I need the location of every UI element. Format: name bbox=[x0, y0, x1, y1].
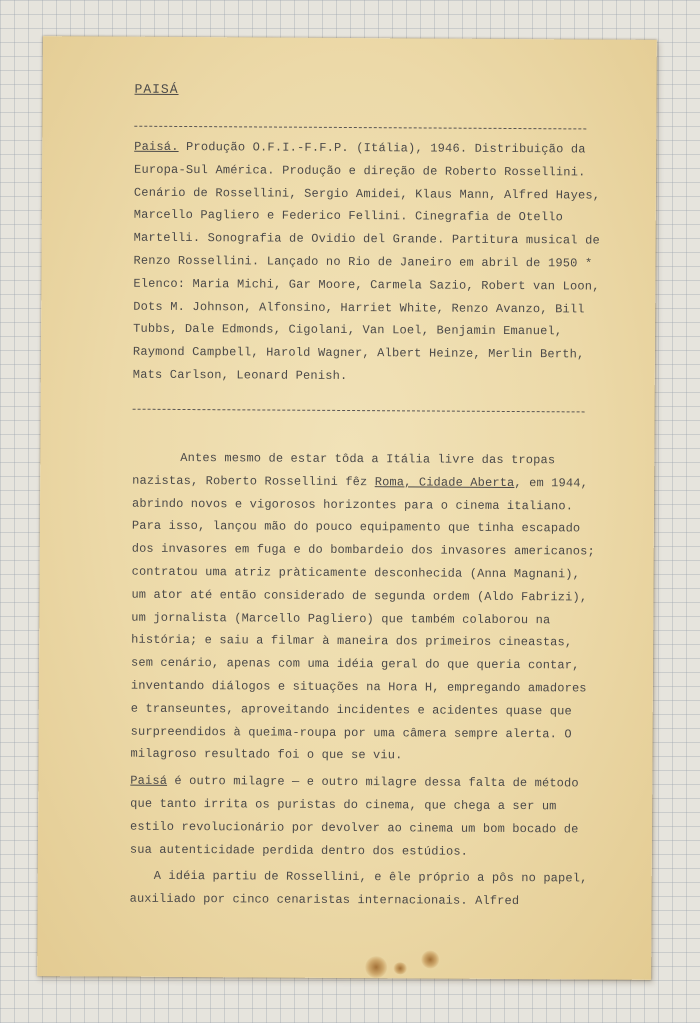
review-body bbox=[130, 447, 603, 914]
stain-mark bbox=[365, 956, 387, 978]
paragraph-3 bbox=[130, 865, 600, 913]
credits-block bbox=[133, 136, 605, 390]
credits-film-title: Paisá. bbox=[134, 139, 179, 154]
paragraph-2 bbox=[130, 770, 601, 864]
document-title: PAISÁ bbox=[134, 81, 179, 97]
stain-mark bbox=[393, 962, 407, 974]
paragraph-1 bbox=[130, 447, 602, 769]
film-reference-roma: Roma, Cidade Aberta bbox=[374, 474, 515, 490]
paragraph-1-rest: , em 1944, abrindo novos e vigorosos horizontes para o cinema italiano. Para isso, lançou mão do pouco equipamento que tinha escapado dos invasores em fuga e do bombardeio dos invasores americanos; contratou uma atriz pràticamente desconhecida (Anna Magnani), um ator até então considerado de segunda ordem (Aldo Fabrizi), um jornalista (Marcello Pagliero) que também colaborou na história; e saiu a filmar à maneira dos primeiros cineastas, sem cenário, apenas com uma idéia geral do que queria contar, inventando diálogos e situações na Hora H, empregando amadores e transeuntes, aproveitando incidentes e acidentes quase que surpreendidos à queima-roupa por uma câmera sempre alerta. O milagroso resultado foi o que se viu. bbox=[130, 475, 595, 763]
credits-text: Produção O.F.I.-F.F.P. (Itália), 1946. Distribuição da Europa-Sul América. Produção e direção de Roberto Rossellini. Cenário de Rossellini, Sergio Amidei, Klaus Mann, Alfred Hayes, Marcello Pagliero e Federico Fellini. Cinegrafia de Otello Martelli. Sonografia de Ovidio del Grande. Partitura musical de Renzo Rossellini. Lançado no Rio de Janeiro em abril de 1950 * Elenco: Maria Michi, Gar Moore, Carmela Sazio, Robert van Loon, Dots M. Johnson, Alfonsino, Harriet White, Renzo Avanzo, Bill Tubbs, Dale Edmonds, Cigolani, Van Loel, Benjamin Emanuel, Raymond Campbell, Harold Wagner, Albert Heinze, Merlin Berth, Mats Carlson, Leonard Penish. bbox=[132, 140, 601, 383]
top-divider bbox=[134, 126, 586, 130]
paragraph-3-text: A idéia partiu de Rossellini, e êle próprio a pôs no papel, auxiliado por cinco cenaristas internacionais. Alfred bbox=[129, 869, 588, 909]
film-reference-paisa: Paisá bbox=[130, 773, 168, 789]
bottom-divider bbox=[133, 409, 585, 413]
document-page bbox=[37, 36, 657, 980]
paragraph-2-rest: é outro milagre — e outro milagre dessa falta de método que tanto irrita os puristas do cinema, que chega a ser um estilo revolucionário por devolver ao cinema um bom bocado de sua autenticidade perdida dentro dos estúdios. bbox=[129, 774, 579, 859]
stain-mark bbox=[421, 950, 439, 968]
paragraph-1-start: Antes mesmo de estar tôda a Itália livre das tropas nazistas, Roberto Rossellini fêz bbox=[132, 450, 556, 489]
